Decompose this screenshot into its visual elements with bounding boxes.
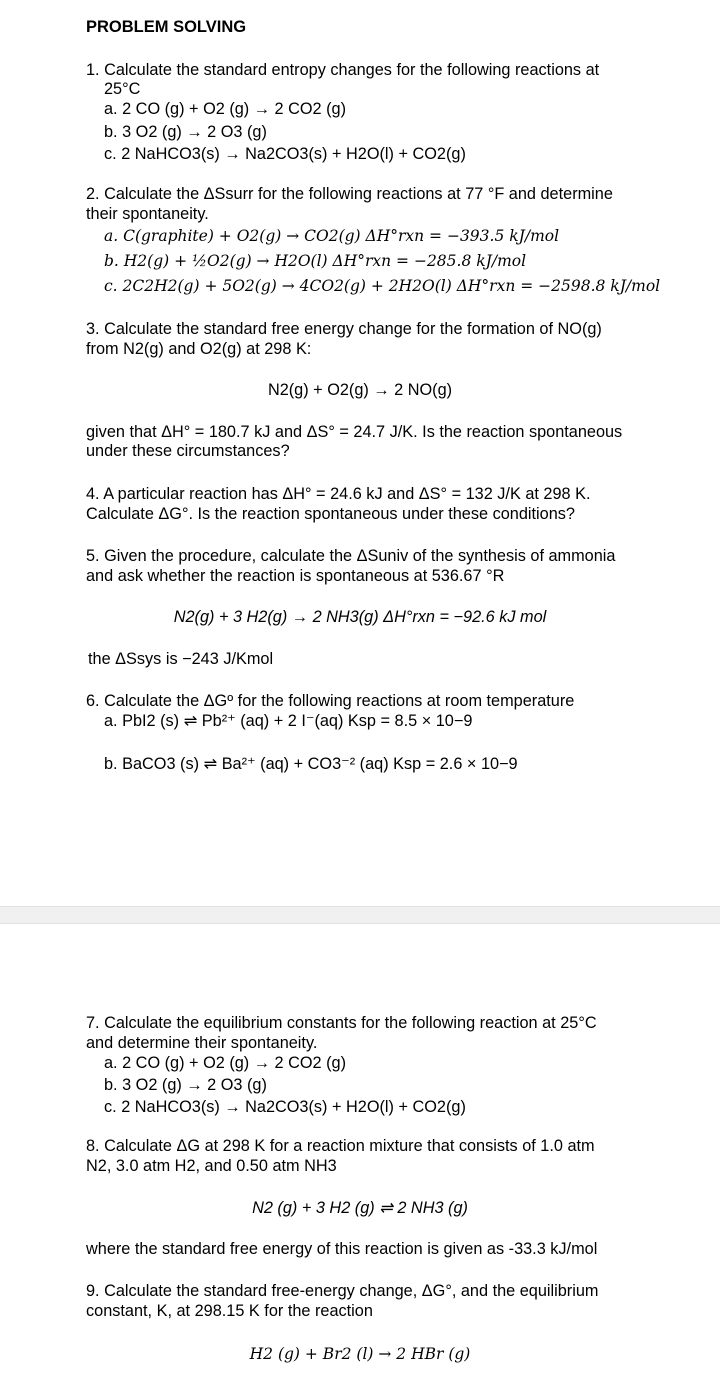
q9-equation: H2 (g) + Br2 (l) → 2 HBr (g) [249, 1345, 471, 1363]
q6-reaction-a: a. PbI2 (s) ⇌ Pb²⁺ (aq) + 2 I⁻(aq) Ksp = 8.5 × 10−9 [104, 712, 473, 730]
q6-reaction-b: b. BaCO3 (s) ⇌ Ba²⁺ (aq) + CO3⁻² (aq) Ksp = 2.6 × 10−9 [104, 755, 518, 773]
q7-reaction-b: b. 3 O2 (g) → 2 O3 (g) [104, 1076, 267, 1094]
q1-reaction-a: a. 2 CO (g) + O2 (g) → 2 CO2 (g) [104, 100, 347, 118]
q7-title-line1: 7. Calculate the equilibrium constants for the following reaction at 25°C [86, 1014, 597, 1032]
q3-equation: N2(g) + O2(g) → 2 NO(g) [267, 381, 453, 399]
q1-title-line1: 1. Calculate the standard entropy changes for the following reactions at [86, 61, 600, 79]
q5-ssys: the ΔSsys is −243 J/Kmol [88, 650, 274, 668]
q2-reaction-a: a. C(graphite) + O2(g) → CO2(g) ΔH°rxn = −393.5 kJ/mol [104, 227, 560, 245]
q3-title-line1: 3. Calculate the standard free energy change for the formation of NO(g) [86, 320, 602, 338]
worksheet-page-2 [0, 924, 720, 1394]
q8-equation: N2 (g) + 3 H2 (g) ⇌ 2 NH3 (g) [252, 1199, 468, 1217]
q8-where: where the standard free energy of this reaction is given as -33.3 kJ/mol [86, 1240, 598, 1258]
q3-given-line1: given that ΔH° = 180.7 kJ and ΔS° = 24.7 J/K. Is the reaction spontaneous [86, 423, 623, 441]
q3-given-line2: under these circumstances? [86, 442, 290, 460]
q9-line1: 9. Calculate the standard free-energy change, ΔG°, and the equilibrium [86, 1282, 599, 1300]
q1-reaction-c: c. 2 NaHCO3(s) → Na2CO3(s) + H2O(l) + CO2(g) [104, 145, 466, 163]
page-heading: PROBLEM SOLVING [86, 18, 247, 36]
page-separator [0, 906, 720, 924]
q1-title-line2: 25°C [104, 80, 141, 98]
q4-line1: 4. A particular reaction has ΔH° = 24.6 kJ and ΔS° = 132 J/K at 298 K. [86, 485, 591, 503]
q7-reaction-c: c. 2 NaHCO3(s) → Na2CO3(s) + H2O(l) + CO2(g) [104, 1098, 466, 1116]
q5-equation: N2(g) + 3 H2(g) → 2 NH3(g) ΔH°rxn = −92.6 kJ mol [173, 608, 547, 626]
q7-title-line2: and determine their spontaneity. [86, 1034, 318, 1052]
q2-reaction-b: b. H2(g) + ½O2(g) → H2O(l) ΔH°rxn = −285.8 kJ/mol [104, 252, 527, 270]
q7-reaction-a: a. 2 CO (g) + O2 (g) → 2 CO2 (g) [104, 1054, 347, 1072]
q2-reaction-c: c. 2C2H2(g) + 5O2(g) → 4CO2(g) + 2H2O(l) ΔH°rxn = −2598.8 kJ/mol [104, 277, 661, 295]
q3-title-line2: from N2(g) and O2(g) at 298 K: [86, 340, 312, 358]
q9-line2: constant, K, at 298.15 K for the reaction [86, 1302, 373, 1320]
q8-line2: N2, 3.0 atm H2, and 0.50 atm NH3 [86, 1157, 337, 1175]
q5-line1: 5. Given the procedure, calculate the ΔSuniv of the synthesis of ammonia [86, 547, 616, 565]
q2-title-line1: 2. Calculate the ΔSsurr for the following reactions at 77 °F and determine [86, 185, 613, 203]
q4-line2: Calculate ΔG°. Is the reaction spontaneous under these conditions? [86, 505, 575, 523]
q1-reaction-b: b. 3 O2 (g) → 2 O3 (g) [104, 123, 267, 141]
q5-line2: and ask whether the reaction is spontaneous at 536.67 °R [86, 567, 505, 585]
q8-line1: 8. Calculate ΔG at 298 K for a reaction mixture that consists of 1.0 atm [86, 1137, 595, 1155]
q6-title: 6. Calculate the ΔGº for the following reactions at room temperature [86, 692, 575, 710]
q2-title-line2: their spontaneity. [86, 205, 209, 223]
